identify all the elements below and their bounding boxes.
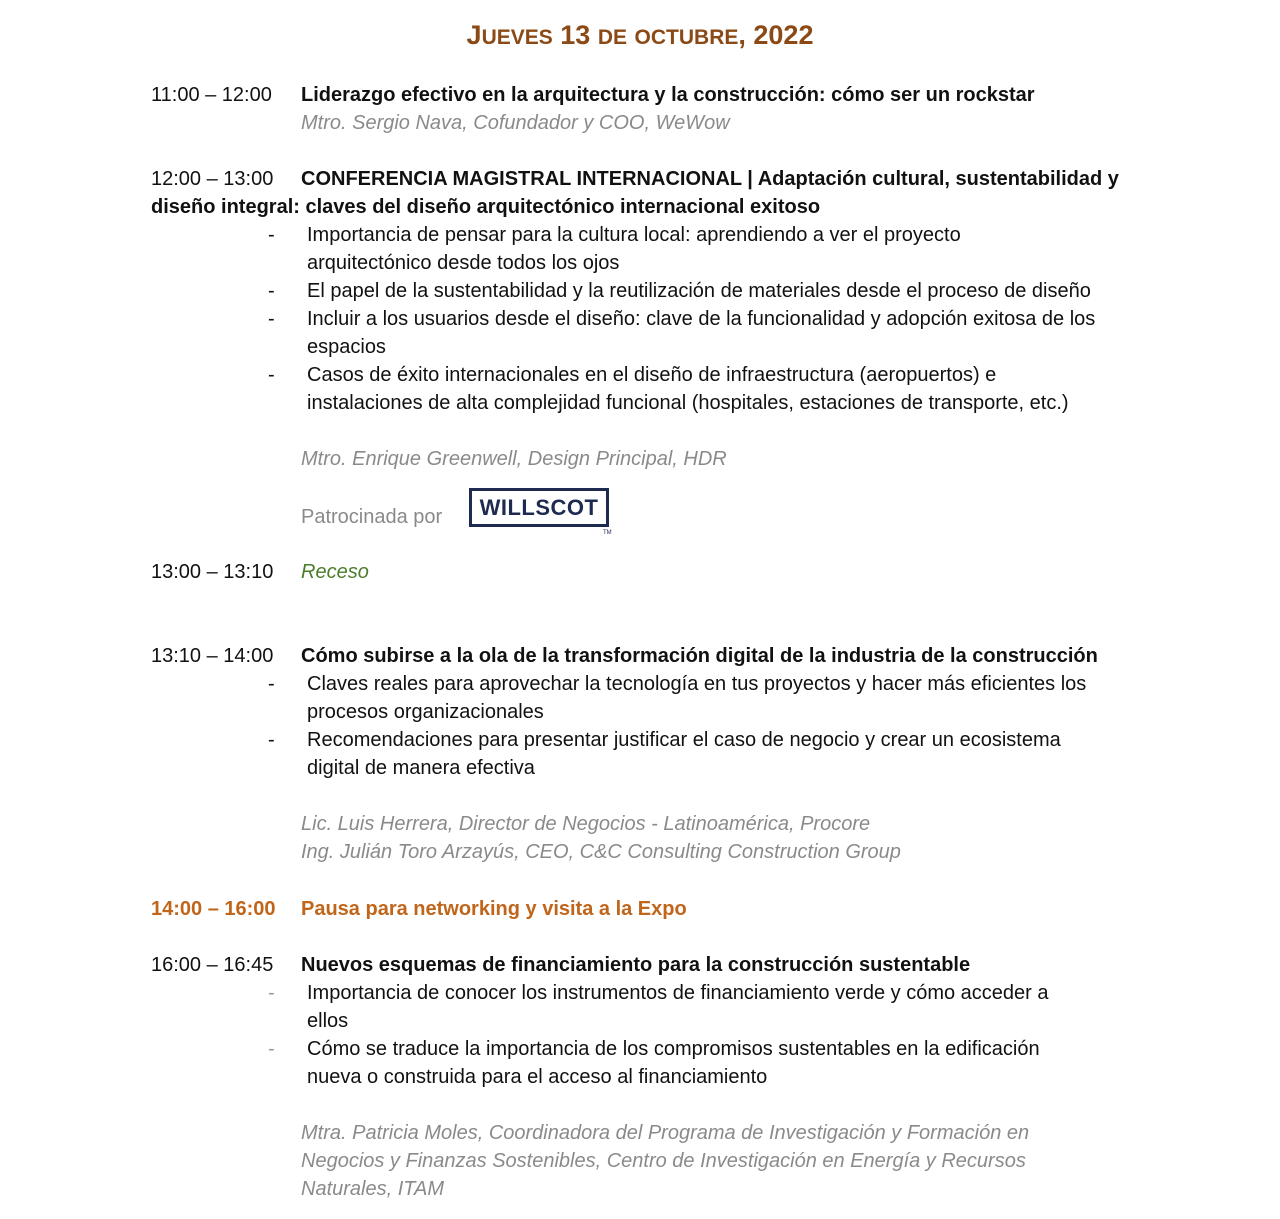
bullet-text: ellos [307,1010,349,1032]
speaker: Naturales, ITAM [301,1178,444,1200]
networking-title: Pausa para networking y visita a la Expo [301,898,687,920]
session-title: CONFERENCIA MAGISTRAL INTERNACIONAL | Adaptación cultural, sustentabilidad y [301,168,1119,190]
speaker: Negocios y Finanzas Sostenibles, Centro de Investigación en Energía y Recursos [301,1150,1026,1172]
bullet-text: instalaciones de alta complejidad funcional (hospitales, estaciones de transporte, etc.) [307,392,1069,414]
session-time: 13:10 – 14:00 [151,645,274,667]
trademark-mark: TM [603,530,612,536]
bullet-text: digital de manera efectiva [307,757,535,779]
title-de: DE [597,26,628,49]
bullet-text: espacios [307,336,386,358]
title-month: OCTUBRE [634,26,739,49]
break-title: Receso [301,561,369,583]
bullet-dash: - [268,982,275,1004]
session-title: Nuevos esquemas de financiamiento para la construcción sustentable [301,954,971,976]
speaker: Mtro. Enrique Greenwell, Design Principal, HDR [301,448,727,470]
title-date: 13 [560,20,591,50]
page-title [0,18,1280,55]
bullet-text: procesos organizacionales [307,701,544,723]
bullet-text: nueva o construida para el acceso al financiamiento [307,1066,768,1088]
bullet-text: El papel de la sustentabilidad y la reutilización de materiales desde el proceso de diseño [307,280,1091,302]
bullet-text: Importancia de conocer los instrumentos de financiamiento verde y cómo acceder a [307,982,1049,1004]
bullet-dash: - [268,1038,275,1060]
bullet-text: Claves reales para aprovechar la tecnología en tus proyectos y hacer más eficientes los [307,673,1087,695]
bullet-dash: - [268,364,275,386]
session-title-continued: diseño integral: claves del diseño arquitectónico internacional exitoso [151,196,821,218]
session-time: 12:00 – 13:00 [151,168,274,190]
bullet-text: Casos de éxito internacionales en el diseño de infraestructura (aeropuertos) e [307,364,997,386]
logo-text: WILLSCOT [479,494,599,520]
session-time: 16:00 – 16:45 [151,954,274,976]
session-time: 14:00 – 16:00 [151,898,276,920]
speaker: Lic. Luis Herrera, Director de Negocios - Latinoamérica, Procore [301,813,871,835]
session-time: 13:00 – 13:10 [151,561,274,583]
bullet-text: Recomendaciones para presentar justificar el caso de negocio y crear un ecosistema [307,729,1061,751]
session-title: Liderazgo efectivo en la arquitectura y la construcción: cómo ser un rockstar [301,84,1035,106]
bullet-dash: - [268,308,275,330]
bullet-text: Importancia de pensar para la cultura local: aprendiendo a ver el proyecto [307,224,961,246]
speaker: Mtro. Sergio Nava, Cofundador y COO, WeWow [301,112,730,134]
bullet-dash: - [268,729,275,751]
title-day-initial: J [466,20,482,50]
bullet-text: Incluir a los usuarios desde el diseño: clave de la funcionalidad y adopción exitosa de los [307,308,1096,330]
title-day-rest: UEVES [481,26,553,49]
bullet-text: arquitectónico desde todos los ojos [307,252,620,274]
speaker: Mtra. Patricia Moles, Coordinadora del Programa de Investigación y Formación en [301,1122,1030,1144]
sponsor-label: Patrocinada por [301,506,443,528]
session-title: Cómo subirse a la ola de la transformación digital de la industria de la construcción [301,645,1098,667]
bullet-dash: - [268,224,275,246]
willscot-logo [469,488,609,527]
title-year: , 2022 [738,20,814,50]
bullet-text: Cómo se traduce la importancia de los compromisos sustentables en la edificación [307,1038,1040,1060]
bullet-dash: - [268,673,275,695]
speaker: Ing. Julián Toro Arzayús, CEO, C&C Consulting Construction Group [301,841,901,863]
session-time: 11:00 – 12:00 [151,84,272,106]
bullet-dash: - [268,280,275,302]
